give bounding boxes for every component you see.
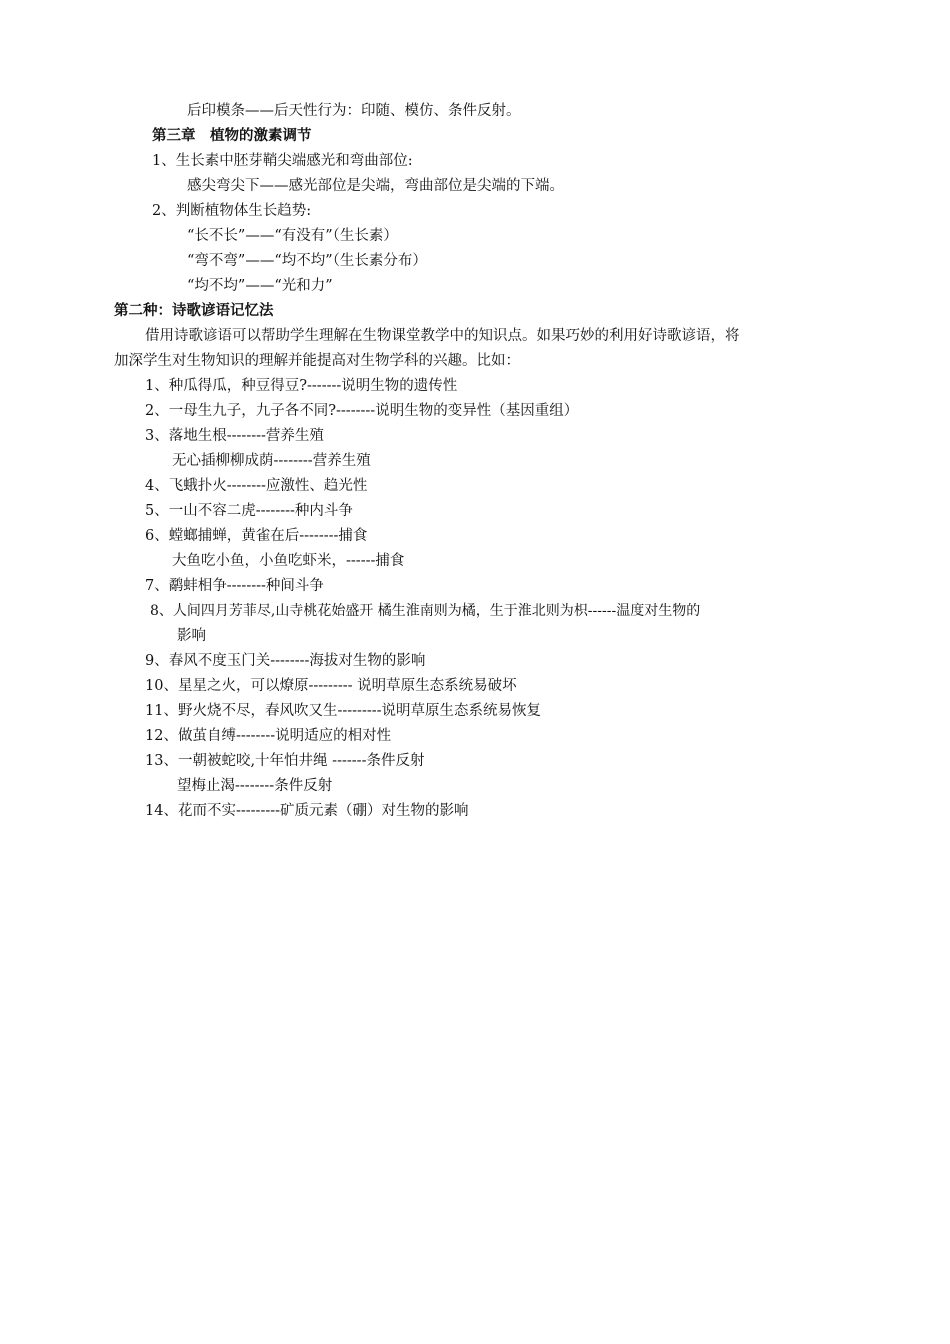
chapter3-item-1: 1、生长素中胚芽鞘尖端感光和弯曲部位: [152,153,413,169]
list-item: 9、春风不度玉门关--------海拔对生物的影响 [145,653,426,669]
list-item: 11、野火烧不尽，春风吹又生---------说明草原生态系统易恢复 [145,703,542,719]
chapter3-item-2-line-2: “弯不弯”——“均不均”（生长素分布） [187,253,427,269]
list-item: 影响 [177,628,206,644]
list-item: 2、一母生九子，九子各不同?--------说明生物的变异性（基因重组） [145,403,579,419]
list-item: 10、星星之火，可以燎原--------- 说明草原生态系统易破坏 [145,678,517,694]
chapter3-item-2-line-1: “长不长”——“有没有”（生长素） [187,228,398,244]
list-item: 大鱼吃小鱼，小鱼吃虾米，------捕食 [172,553,405,569]
list-item: 4、飞蛾扑火--------应激性、趋光性 [145,478,368,494]
list-item: 6、螳螂捕蝉，黄雀在后--------捕食 [145,528,368,544]
method2-intro-line-2: 加深学生对生物知识的理解并能提高对生物学科的兴趣。比如： [114,353,520,369]
chapter3-item-2: 2、判断植物体生长趋势: [152,203,312,219]
list-item: 7、鹬蚌相争--------种间斗争 [145,578,324,594]
chapter3-heading: 第三章 植物的激素调节 [152,127,312,144]
list-item: 3、落地生根--------营养生殖 [145,428,324,444]
list-item: 14、花而不实---------矿质元素（硼）对生物的影响 [145,803,469,819]
text-line-imprinting: 后印模条——后天性行为：印随、模仿、条件反射。 [187,103,521,119]
list-item: 1、种瓜得瓜，种豆得豆?-------说明生物的遗传性 [145,378,458,394]
list-item: 8、人间四月芳菲尽,山寺桃花始盛开 橘生淮南则为橘，生于淮北则为枳------温度对生物的 [150,603,701,619]
list-item: 无心插柳柳成荫--------营养生殖 [172,453,371,469]
method2-heading: 第二种：诗歌谚语记忆法 [114,302,274,319]
list-item: 13、一朝被蛇咬,十年怕井绳 -------条件反射 [145,753,425,769]
list-item: 5、一山不容二虎--------种内斗争 [145,503,353,519]
list-item: 望梅止渴--------条件反射 [177,778,333,794]
chapter3-item-2-line-3: “均不均”——“光和力” [187,278,333,294]
list-item: 12、做茧自缚--------说明适应的相对性 [145,728,392,744]
chapter3-item-1-detail: 感尖弯尖下——感光部位是尖端，弯曲部位是尖端的下端。 [187,178,564,194]
method2-intro-line-1: 借用诗歌谚语可以帮助学生理解在生物课堂教学中的知识点。如果巧妙的利用好诗歌谚语，将 [145,328,740,344]
